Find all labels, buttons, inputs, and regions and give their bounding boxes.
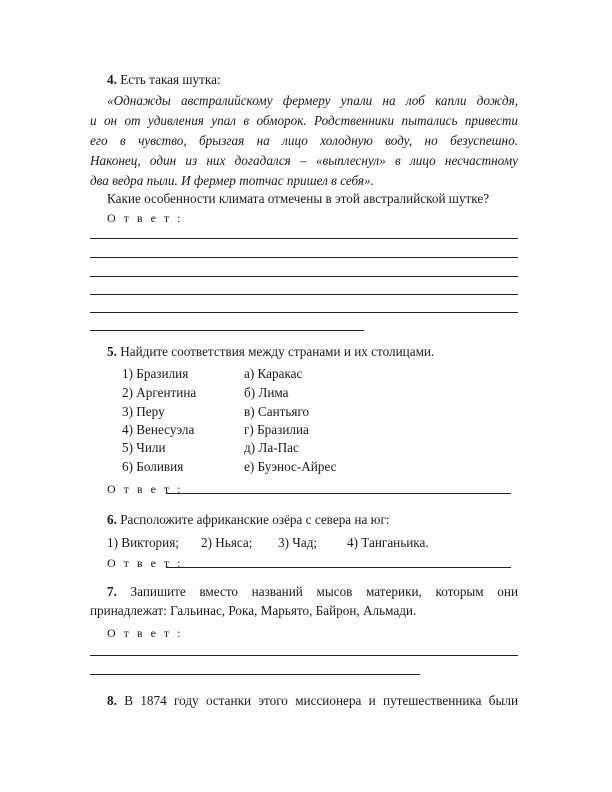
- q5-capital-f: е) Буэнос-Айрес: [244, 459, 337, 474]
- q4-quote-line-4: Наконец, один из них догадался – «выплеснул» в лицо несчастному: [90, 153, 518, 168]
- q6-option-4: 4) Танганьика.: [347, 535, 429, 550]
- q4-intro: Есть такая шутка:: [120, 72, 221, 87]
- q4-answer-line-6[interactable]: [90, 330, 364, 331]
- q5-capital-e: д) Ла-Пас: [244, 440, 299, 455]
- q4-quote-line-2: и он от удивления упал в обморок. Родственники пытались привести: [90, 113, 518, 128]
- q4-question: Какие особенности климата отмечены в этой австралийской шутке?: [107, 191, 490, 206]
- q4-quote-line-5: два ведра пыли. И фермер тотчас пришел в себя».: [90, 173, 374, 188]
- q5-answer-line[interactable]: [166, 493, 511, 494]
- q5-number: 5.: [107, 344, 117, 359]
- q5-country-3: 3) Перу: [122, 404, 165, 419]
- q4-answer-line-1[interactable]: [90, 238, 518, 239]
- q5-text-line: [107, 344, 434, 360]
- q5-capital-c: в) Сантьяго: [244, 404, 310, 419]
- q7-text-line-1: [107, 584, 518, 600]
- q7-text-1: Запишите вместо названий мысов материки, которым они: [130, 584, 518, 599]
- q5-capital-a: а) Каракас: [244, 366, 303, 381]
- q7-answer-label: О т в е т :: [107, 626, 183, 640]
- q4-answer-label: О т в е т :: [107, 211, 183, 225]
- q6-option-2: 2) Ньяса;: [201, 535, 253, 550]
- q5-capital-d: г) Бразилиа: [244, 422, 309, 437]
- q5-capital-b: б) Лима: [244, 385, 289, 400]
- q4-answer-line-2[interactable]: [90, 257, 518, 258]
- q6-option-3: 3) Чад;: [278, 535, 318, 550]
- q5-country-4: 4) Венесуэла: [122, 422, 195, 437]
- q4-intro-line: [107, 72, 221, 88]
- q8-text-1: В 1874 году останки этого миссионера и путешественника были: [124, 693, 519, 708]
- q8-number: 8.: [107, 693, 117, 708]
- q4-answer-line-4[interactable]: [90, 294, 518, 295]
- q6-option-1: 1) Виктория;: [107, 535, 179, 550]
- q5-country-2: 2) Аргентина: [122, 385, 197, 400]
- q7-answer-line-2[interactable]: [90, 674, 420, 675]
- q5-country-5: 5) Чили: [122, 440, 166, 455]
- q4-answer-line-5[interactable]: [90, 312, 518, 313]
- q7-text-line-2: принадлежат: Гальинас, Рока, Марьято, Байрон, Альмади.: [90, 603, 417, 618]
- q7-answer-line-1[interactable]: [90, 655, 518, 656]
- q6-answer-label: О т в е т :: [107, 556, 183, 570]
- q4-quote-line-1: «Однажды австралийскому фермеру упали на лоб капли дождя,: [107, 93, 518, 108]
- q6-text: Расположите африканские озёра с севера на юг:: [120, 512, 390, 527]
- q5-answer-label: О т в е т :: [107, 482, 183, 496]
- q5-country-1: 1) Бразилия: [122, 366, 189, 381]
- q6-answer-line[interactable]: [166, 567, 511, 568]
- q6-number: 6.: [107, 512, 117, 527]
- q5-country-6: 6) Боливия: [122, 459, 184, 474]
- q7-number: 7.: [107, 584, 117, 599]
- q4-number: 4.: [107, 72, 117, 87]
- q4-answer-line-3[interactable]: [90, 276, 518, 277]
- q4-quote-line-3: его в чувство, брызгая на лицо холодную воду, но безуспешно.: [90, 133, 518, 148]
- q8-text-line-1: [107, 693, 518, 709]
- q6-text-line: [107, 512, 390, 528]
- q5-text: Найдите соответствия между странами и их столицами.: [120, 344, 435, 359]
